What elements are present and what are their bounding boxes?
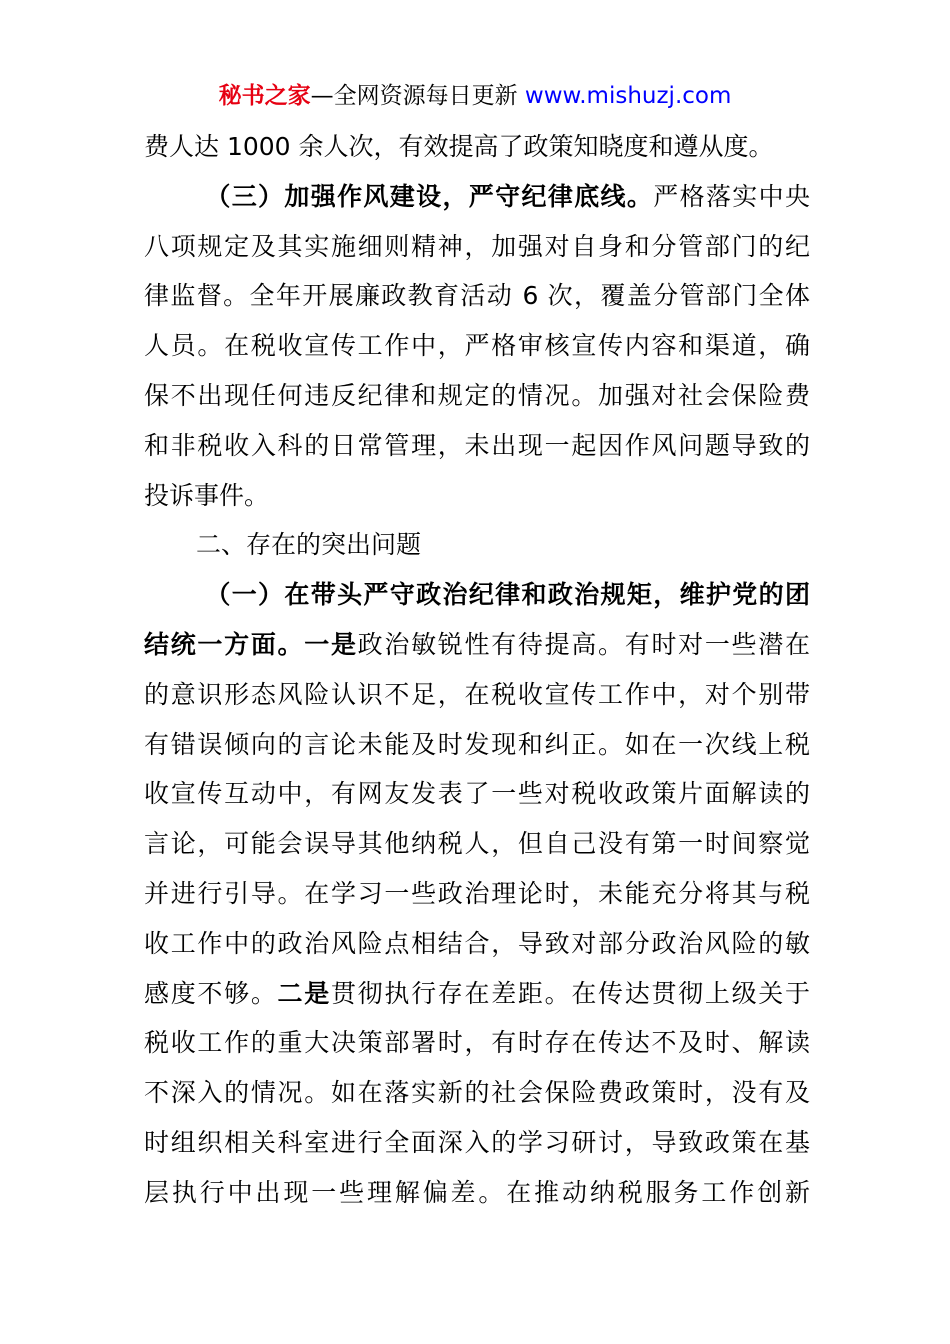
paragraph-line: 八项规定及其实施细则精神，加强对自身和分管部门的纪 (144, 231, 810, 261)
site-header (0, 78, 950, 114)
paragraph-text: 感度不够。 (144, 978, 278, 1008)
section-heading-line (144, 570, 810, 620)
site-url-link[interactable]: www.mishuzj.com (524, 83, 732, 109)
point-marker-2: 二是 (277, 978, 331, 1008)
paragraph-line: 不深入的情况。如在落实新的社会保险费政策时，没有及 (144, 1078, 810, 1108)
paragraph-line (144, 620, 810, 670)
paragraph-line: 并进行引导。在学习一些政治理论时，未能充分将其与税 (144, 878, 810, 908)
paragraph-line: 和非税收入科的日常管理，未出现一起因作风问题导致的 (144, 430, 810, 460)
section-heading-1: （一）在带头严守政治纪律和政治规矩，维护党的团 (204, 580, 810, 610)
section-heading-1-cont: 结统一方面。 (144, 629, 305, 659)
paragraph-line (144, 969, 810, 1019)
site-slogan: —全网资源每日更新 (310, 83, 525, 109)
paragraph-line: 收宣传互动中，有网友发表了一些对税收政策片面解读的 (144, 779, 810, 809)
section-heading-3: （三）加强作风建设，严守纪律底线。 (204, 181, 654, 211)
point-marker-1: 一是 (304, 629, 358, 659)
paragraph-line: 人员。在税收宣传工作中，严格审核宣传内容和渠道，确 (144, 331, 810, 361)
paragraph-text: 贯彻执行存在差距。在传达贯彻上级关于 (330, 978, 810, 1008)
paragraph-line: 费人达 1000 余人次，有效提高了政策知晓度和遵从度。 (144, 132, 774, 161)
paragraph-line: 保不出现任何违反纪律和规定的情况。加强对社会保险费 (144, 380, 810, 410)
paragraph-line: 层执行中出现一些理解偏差。在推动纳税服务工作创新 (144, 1177, 810, 1207)
paragraph-line: 的意识形态风险认识不足，在税收宣传工作中，对个别带 (144, 679, 810, 709)
paragraph-line: 言论，可能会误导其他纳税人，但自己没有第一时间察觉 (144, 829, 810, 859)
paragraph-text: 政治敏锐性有待提高。有时对一些潜在 (357, 629, 810, 659)
paragraph-text: 严格落实中央 (653, 181, 810, 211)
chapter-heading-line (144, 520, 810, 570)
chapter-heading-2: 二、存在的突出问题 (196, 530, 422, 560)
document-body (144, 122, 810, 1218)
paragraph-line: 律监督。全年开展廉政教育活动 6 次，覆盖分管部门全体 (144, 281, 810, 311)
paragraph-line: 收工作中的政治风险点相结合，导致对部分政治风险的敏 (144, 928, 810, 958)
paragraph-line: 有错误倾向的言论未能及时发现和纠正。如在一次线上税 (144, 729, 810, 759)
site-brand: 秘书之家 (218, 83, 311, 109)
section-heading-line (144, 172, 810, 222)
paragraph-line: 投诉事件。 (144, 480, 270, 510)
paragraph-line: 时组织相关科室进行全面深入的学习研讨，导致政策在基 (144, 1127, 810, 1157)
paragraph-line: 税收工作的重大决策部署时，有时存在传达不及时、解读 (144, 1028, 810, 1058)
